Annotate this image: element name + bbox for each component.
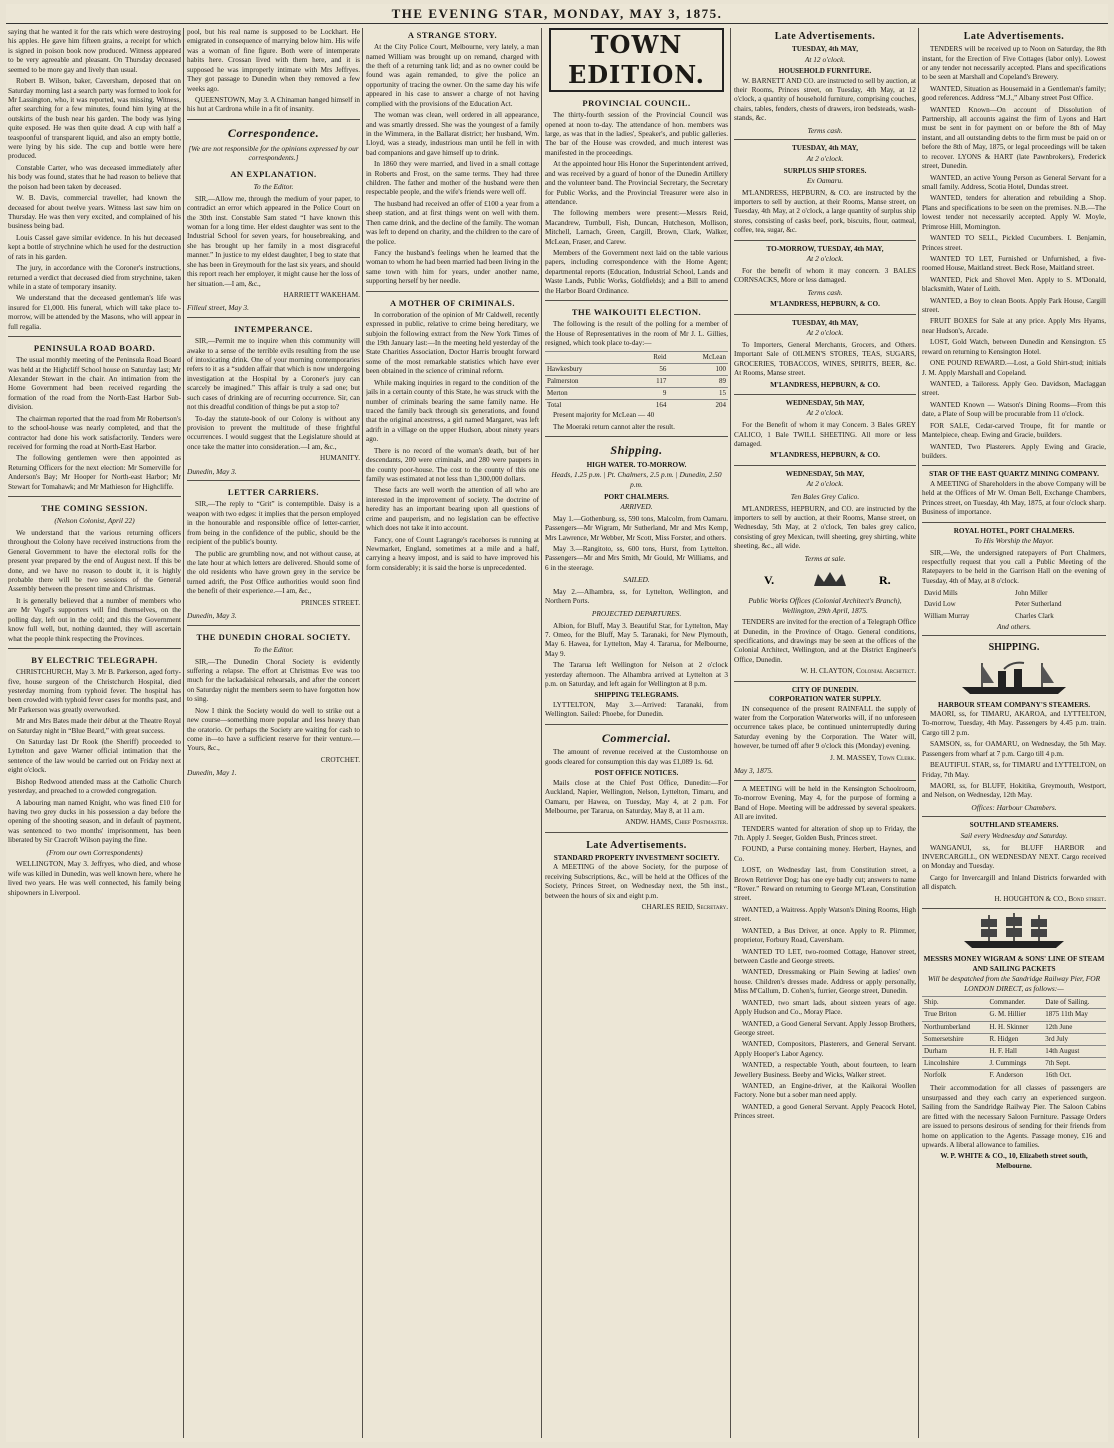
section-title: Correspondence. bbox=[227, 125, 320, 140]
addressee: To His Worship the Mayor. bbox=[974, 535, 1054, 545]
ad-text: For the benefit of whom it may concern. 3 BALES CORNSACKS, More or less damaged. bbox=[734, 266, 916, 285]
ad-date: TUESDAY, 4th MAY, bbox=[791, 144, 859, 153]
article-paragraph: In 1860 they were married, and lived in a small cottage in Roberts and Frost, on the same terms. They had three children. The father and mother of the husband were then respectable people, and the wife's friends were well off. bbox=[366, 160, 539, 197]
signature: HUMANITY. bbox=[320, 454, 360, 463]
divider bbox=[734, 681, 916, 682]
tide-times: Heads, 1.25 p.m. | Pt. Chalmers, 2.5 p.m. | Dunedin, 2.50 p.m. bbox=[551, 470, 722, 489]
classified-ad: WANTED, Dressmaking or Plain Sewing at ladies' own house. Children's dresses made. Address or apply personally, Miss M'Callum, D. Cohen's, furrier, George street, Dunedin. bbox=[734, 968, 916, 996]
classified-ad: FOR SALE, Cedar-carved Troupe, fit for mantle or Mantelpiece, cheap. Ewing and Gracie, builders. bbox=[922, 421, 1106, 440]
article-paragraph: The thirty-fourth session of the Provincial Council was opened at noon to-day. The attendance of hon. members was large, as was that in the ladies', Speaker's, and public galleries. The bar of the House was crowded, and much interest was manifested in the proceedings. bbox=[545, 111, 728, 157]
ad-date: TUESDAY, 4th MAY, bbox=[791, 45, 859, 54]
headline: AN EXPLANATION. bbox=[230, 168, 317, 179]
poll-count: 204 bbox=[668, 400, 728, 412]
ad-terms: Terms cash. bbox=[807, 125, 843, 135]
sailing-date: 16th Oct. bbox=[1043, 1070, 1106, 1082]
column-rule bbox=[362, 28, 363, 1438]
article-paragraph: QUEENSTOWN, May 3. A Chinaman hanged himself in his hut at Cardrona while in a fit of insanity. bbox=[187, 95, 360, 114]
dateline: Filleul street, May 3. bbox=[187, 303, 249, 313]
article-paragraph: Members of the Government next laid on the table various papers, including correspondence with the Home Agent; departmental reports (Education, Industrial School, Lands and Waste Lands, Public Works, Goldfields); and a Bill to amend the Harbor Board Ordinance. bbox=[545, 249, 728, 295]
poll-count: 89 bbox=[668, 375, 728, 387]
ad-time: At 12 o'clock. bbox=[804, 54, 846, 64]
article-paragraph: The following members were present:—Messrs Reid, Macandrew, Turnbull, Fish, Duncan, Hutcheson, Mollison, Mitchell, Larnach, Green, Cargill, Brown, Clark, Walker, McLean, Fraser, and Carew. bbox=[545, 209, 728, 246]
poll-count: 15 bbox=[668, 388, 728, 400]
article-paragraph: pool, but his real name is supposed to be Lockhart. He emigrated in consequence of marrying below him. His wife was a woman of fine figure. Both were of intemperate habits here. Crossan lived with them here, and it is supposed he was improperly intimate with Mrs Jeffryes. They got passage to Dunedin when they removed a few weeks ago. bbox=[187, 28, 360, 93]
divider bbox=[8, 648, 181, 649]
ad-text: M'LANDRESS, HEPBURN, and CO. are instructed by the importers to sell by auction, at their Rooms, Manse street, on Wednesday, 5th May, at 2 o'clock, Ten bales grey calico, consisting of grey Mexican, twill sheeting, grey shirting, white sheeting, &c., all wide. bbox=[734, 504, 916, 551]
classified-ad: WANTED, a Good General Servant. Apply Jessop Brothers, George street. bbox=[734, 1019, 916, 1037]
shipping-paragraph: May 2.—Alhambra, ss, for Lyttelton, Wellington, and Northern Ports. bbox=[545, 588, 728, 606]
article-paragraph: Louis Cassel gave similar evidence. In his hut deceased kept a bottle of strychnine which he used for the destruction of rats in his garden. bbox=[8, 233, 181, 261]
table-row bbox=[922, 1021, 1106, 1033]
sailing-ship-icon bbox=[954, 913, 1074, 951]
ad-heading: SURPLUS SHIP STORES. bbox=[783, 166, 867, 175]
article-paragraph: W. B. Davis, commercial traveller, had known the deceased for about twelve years. Witness last saw him on Thursday. He was then very excited, and complained of his business being bad. bbox=[8, 194, 181, 231]
source-line: (From our own Correspondents) bbox=[46, 847, 143, 857]
article-paragraph: Present majority for McLean — 40 bbox=[553, 411, 655, 420]
commander: G. M. Hillier bbox=[987, 1009, 1043, 1021]
classified-ad: WANTED TO SELL, Pickled Cucumbers. I. Benjamin, Princes street. bbox=[922, 234, 1106, 252]
classified-ad: WANTED TO LET, Furnished or Unfurnished, a five-roomed House, Maitland street. Beck Rose, Maitland street. bbox=[922, 254, 1106, 273]
poll-place: Merton bbox=[545, 388, 631, 400]
classified-ad: FRUIT BOXES for Sale at any price. Apply Mrs Hyams, near Hudson's, Arcade. bbox=[922, 317, 1106, 335]
poll-count: 9 bbox=[631, 388, 669, 400]
ad-heading: CITY OF DUNEDIN. bbox=[791, 685, 859, 694]
signature: H. HOUGHTON & CO., Bond street. bbox=[994, 894, 1106, 903]
signature: J. M. MASSEY, Town Clerk. bbox=[830, 753, 916, 762]
ship-name: Durham bbox=[922, 1045, 987, 1057]
ad-subheading: Offices: Harbour Chambers. bbox=[971, 802, 1057, 812]
headline: THE WAIKOUITI ELECTION. bbox=[571, 307, 702, 318]
poll-count: 117 bbox=[631, 375, 669, 387]
column-1 bbox=[8, 28, 181, 1438]
article-paragraph: We understand that the deceased gentleman's life was insured for £1,000. His funeral, which will take place to-morrow, will be attended by the Masons, who will appear in full regalia. bbox=[8, 294, 181, 331]
sailing-date: 3rd July bbox=[1043, 1033, 1106, 1045]
poll-count: 56 bbox=[631, 363, 669, 375]
ad-heading: ROYAL HOTEL, PORT CHALMERS. bbox=[953, 526, 1075, 535]
article-paragraph: Constable Carter, who was deceased immediately after his body was found, states that he had reason to believe that the poison had been taken by deceased. bbox=[8, 163, 181, 191]
ad-subheading: Public Works Offices (Colonial Architect's Branch), Wellington, 29th April, 1875. bbox=[748, 595, 902, 615]
subheading: PROJECTED DEPARTURES. bbox=[591, 608, 682, 618]
subheading: POST OFFICE NOTICES. bbox=[594, 769, 679, 778]
ad-text: To Importers, General Merchants, Grocers, and Others. Important Sale of OILMEN'S STORES, TEAS, SUGARS, GROCERIES, TOBACCOS, WINES, SPIRITS, BEER, &c. At Rooms, Manse street. bbox=[734, 340, 916, 378]
dateline: Dunedin, May 1. bbox=[187, 768, 237, 778]
article-paragraph: On Saturday last Dr Rook (the Sheriff) proceeded to Lyttelton and gave Warner official intimation that the sentence of the law would be carried out on Friday next at eight o'clock. bbox=[8, 738, 181, 775]
article-paragraph: The usual monthly meeting of the Peninsula Road Board was held at the Highcliff School house on Saturday last; Mr Alexander Stewart in the chair. An intimation from the Home Government had been received regarding the formation of the road from the North-East Harbor Sub-division. bbox=[8, 356, 181, 412]
poll-row bbox=[545, 375, 728, 387]
divider bbox=[8, 336, 181, 337]
subheading: SAILED. bbox=[623, 575, 650, 585]
article-paragraph: The Moeraki return cannot alter the result. bbox=[553, 422, 675, 431]
divider bbox=[187, 480, 360, 481]
sailing-date: 14th August bbox=[1043, 1045, 1106, 1057]
column-header: Date of Sailing. bbox=[1043, 997, 1106, 1009]
divider bbox=[187, 119, 360, 120]
svg-text:R.: R. bbox=[879, 573, 891, 588]
classified-ad: WANTED, an active Young Person as General Servant for a small family. Address, Scotia Hotel, Dundas street. bbox=[922, 173, 1106, 191]
divider bbox=[8, 496, 181, 497]
ad-heading: CORPORATION WATER SUPPLY. bbox=[769, 695, 881, 704]
signatory: David Low bbox=[924, 600, 956, 609]
signature: W. H. CLAYTON, Colonial Architect. bbox=[800, 667, 916, 676]
article-paragraph: Fancy the husband's feelings when he learned that the woman to whom he had been married had been living in the same town with him for years, under another name, supporting herself by her needle. bbox=[366, 248, 539, 286]
classified-ad: WANTED, Pick and Shovel Men. Apply to S. M'Donald, blacksmith, Water of Leith. bbox=[922, 275, 1106, 294]
classified-ad: WANTED, Situation as Housemaid in a Gentleman's family; good references. Address “M.J.,” Albany street Post Office. bbox=[922, 84, 1106, 103]
letter-paragraph: SIR,—The reply to “Grit” is contemptible. Daisy is a weapon with two edges: it implies that the person employed in the honourable and responsible office of letter-carrier, from being in the confidence of the public, should be the recipient of the public's bounty. bbox=[187, 500, 360, 547]
letter-paragraph: To-day the statute-book of our Colony is without any provision to prevent the multitude of these frightful occurrences. I would suggest that the Legislature should at once take the matter into consideration.—I am, &c., bbox=[187, 414, 360, 451]
ad-heading: HARBOUR STEAM COMPANY'S STEAMERS. bbox=[937, 700, 1090, 709]
signature: ANDW. HAMS, Chief Postmaster. bbox=[625, 818, 728, 827]
divider bbox=[187, 317, 360, 318]
divider bbox=[545, 832, 728, 833]
shipping-paragraph: Albion, for Bluff, May 3. Beautiful Star, for Lyttelton, May 7. Omeo, for the Bluff, May 5. Taranaki, for New Plymouth, May 6. Hawea, for Lyttelton, May 4. Tararua, for Melbourne, May 9. bbox=[545, 621, 728, 658]
candidate-name: McLean bbox=[668, 351, 728, 363]
ad-terms: Terms cash. bbox=[807, 287, 843, 297]
classified-ad: WANTED, tenders for alteration and rebuilding a Shop. Plans and specifications to be seen on the premises. N.B.—The lowest tender not necessarily accepted. Apply W. Moyle, Primrose Hill, Mornington. bbox=[922, 194, 1106, 231]
divider bbox=[922, 522, 1106, 523]
classified-ad: WANTED, Two Plasterers. Apply Ewing and Gracie, builders. bbox=[922, 442, 1106, 460]
subheading: ARRIVED. bbox=[620, 502, 653, 512]
article-paragraph: Mr and Mrs Bates made their début at the Theatre Royal on Saturday night in “Blue Beard,” with great success. bbox=[8, 717, 181, 735]
ad-text: IN consequence of the present RAINFALL the supply of water from the Corporation Waterworks will, if no unforeseen occurrence takes place, be continued uninterruptedly during Saturday evening by the Corporation. The Water will, however, be turned off after 9 o'clock this (Monday) evening. bbox=[734, 704, 916, 751]
signatory: John Miller bbox=[1015, 589, 1048, 598]
column-rule bbox=[183, 28, 184, 1438]
agent-name: W. P. WHITE & CO., 10, Elizabeth street south, Melbourne. bbox=[940, 1152, 1088, 1170]
divider bbox=[734, 465, 916, 466]
sailing-notice: SAMSON, ss, for OAMARU, on Wednesday, the 5th May. Passengers from wharf at 7 p.m. Cargo till 4 p.m. bbox=[922, 740, 1106, 758]
classified-ad: WANTED, two smart lads, about sixteen years of age. Apply Hudson and Co., Moray Place. bbox=[734, 998, 916, 1017]
column-rule bbox=[541, 28, 542, 1438]
ad-text: SIR,—We, the undersigned ratepayers of Port Chalmers, respectfully request that you call a Public Meeting of the Ratepayers to be held in the Garrison Hall on the evening of Tuesday, 4th of May, at 8 o'clock. bbox=[922, 548, 1106, 585]
article-paragraph: There is no record of the woman's death, but of her descendants, 200 were criminals, and 280 were paupers in the county poor-house. The cost to the county of this one family was estimated at not less than 1,300,000 dollars. bbox=[366, 446, 539, 483]
divider bbox=[734, 394, 916, 395]
article-paragraph: The following gentlemen were then appointed as Returning Officers for the next election: Mr Somerville for Anderson's Bay; Mr Hooper for North-east Harbor; Mr Stewart for Tomahawk; and Mr Mathieson for Highcliffe. bbox=[8, 454, 181, 491]
column-6 bbox=[922, 28, 1106, 1438]
sailing-notice: MAORI, ss, for BLUFF, Hokitika, Greymouth, Westport, and Nelson, on Wednesday, 12th May. bbox=[922, 781, 1106, 800]
signature: CHARLES REID, Secretary. bbox=[641, 903, 728, 912]
article-paragraph: The jury, in accordance with the Coroner's instructions, returned a verdict that deceased died from strychnine, taken while in a state of temporary insanity. bbox=[8, 264, 181, 291]
section-title: Shipping. bbox=[610, 443, 663, 458]
article-paragraph: The woman was clean, well ordered in all appearance, and was smartly dressed. She was the youngest of a family in the Wimmera, in the Ballarat district; her husband, Wm. Lloyd, was a steady, industrious man until he fell in with bad companions and gave himself up to drink. bbox=[366, 111, 539, 157]
letter-paragraph: SIR,—The Dunedin Choral Society is evidently suffering a relapse. The effort at Christmas Eve was too much for the lackadaisical rehearsals, and after the concert on Saturday night the members seem to have forgotten how to sing. bbox=[187, 657, 360, 704]
poll-count: 100 bbox=[668, 363, 728, 375]
divider bbox=[922, 465, 1106, 466]
ad-heading: STAR OF THE EAST QUARTZ MINING COMPANY. bbox=[929, 470, 1099, 479]
subheading: SHIPPING TELEGRAMS. bbox=[594, 691, 679, 700]
classified-ad: LOST, Gold Watch, between Dunedin and Kensington. £5 reward on returning to Kensington Hotel. bbox=[922, 338, 1106, 356]
ad-subheading: Ten Bales Grey Calico. bbox=[790, 491, 860, 501]
divider bbox=[545, 724, 728, 725]
ad-time: At 2 o'clock. bbox=[806, 328, 844, 338]
table-row bbox=[922, 1045, 1106, 1057]
svg-text:V.: V. bbox=[764, 573, 775, 588]
shipping-paragraph: May 3.—Rangitoto, ss, 600 tons, Hurst, from Lyttelton. Passengers—Mr and Mrs Smith, Mr Gould, Mr Williams, and 6 in the steerage. bbox=[545, 545, 728, 572]
article-paragraph: It is generally believed that a number of members who are Mr Vogel's supporters will find themselves, on the polling day, left out in the cold; and this the Government know full well, but, nothing daunted, they will ascertain what the people think respecting the Provinces. bbox=[8, 596, 181, 643]
letter-paragraph: SIR,—Allow me, through the medium of your paper, to contradict an error which appeared in the Police Court on the 30th inst. Constable Sam stated “I have known this woman for a long time. Her eldest daughter was sent to the Industrial School for seven years, for housebreaking, and she has brought up her family in a most disgraceful manner.” In justice to my eldest daughter, I beg to state that she has been in Greymouth for the last six years, and should this report reach her employer, it might cause her the loss of her situation.—I am, &c., bbox=[187, 194, 360, 288]
commercial-paragraph: The amount of revenue received at the Customhouse on goods cleared for consumption this day was £1,089 1s. 6d. bbox=[545, 748, 728, 766]
article-paragraph: saying that he wanted it for the rats which were destroying his apples. He gave him fifteen grains, a receipt for which is signed in poison book now produced. Witness appeared to be very agreeable and pleasant. On Thursday deceased seemed to be more gay and lively than usual. bbox=[8, 28, 181, 74]
column-header: Ship. bbox=[922, 997, 987, 1009]
ad-text: For the Benefit of whom it may Concern. 3 Bales GREY CALICO, 1 Bale TWILL SHEETING. All more or less damaged. bbox=[734, 421, 916, 448]
headline: LETTER CARRIERS. bbox=[227, 487, 320, 498]
ad-date: WEDNESDAY, 5th MAY, bbox=[785, 399, 865, 408]
auctioneer: M'LANDRESS, HEPBURN, & CO. bbox=[770, 300, 880, 309]
commander: F. Anderson bbox=[987, 1070, 1043, 1082]
headline: THE DUNEDIN CHORAL SOCIETY. bbox=[196, 631, 351, 642]
signature: CROTCHET. bbox=[320, 755, 360, 764]
poll-count: 164 bbox=[631, 400, 669, 412]
sailing-notice: WANGANUI, ss, for BLUFF HARBOR and INVERCARGILL, ON WEDNESDAY NEXT. Cargo received on Monday and Tuesday. bbox=[922, 843, 1106, 871]
commander: J. Cummings bbox=[987, 1058, 1043, 1070]
article-paragraph: Bishop Redwood attended mass at the Catholic Church yesterday, and preached to a crowded congregation. bbox=[8, 777, 181, 796]
sailing-table bbox=[922, 996, 1106, 1081]
column-2 bbox=[187, 28, 360, 1438]
divider bbox=[922, 635, 1106, 636]
article-paragraph: The following is the result of the polling for a member of the House of Representatives in the room of Mr J. L. Gillies, resigned, which took place to-day:— bbox=[545, 320, 728, 348]
ad-heading: STANDARD PROPERTY INVESTMENT SOCIETY. bbox=[553, 853, 720, 862]
signature: HARRIETT WAKEHAM. bbox=[283, 290, 360, 299]
divider bbox=[734, 139, 916, 140]
editor-note: [We are not responsible for the opinions expressed by our correspondents.] bbox=[188, 143, 359, 163]
classified-ad: WANTED, a Boy to clean Boots. Apply Park House, Cargill street. bbox=[922, 296, 1106, 315]
ad-subheading: Sail every Wednesday and Saturday. bbox=[960, 830, 1068, 840]
poll-total-row bbox=[545, 400, 728, 412]
headline: THE COMING SESSION. bbox=[41, 503, 148, 514]
ad-text: W. BARNETT AND CO. are instructed to sell by auction, at their Rooms, Princes street, on Tuesday, 4th May, at 12 o'clock, a quantity of household furniture, comprising couches, chairs, tables, fenders, chests of drawers, iron bedsteads, wash-stands, &c. bbox=[734, 76, 916, 123]
classified-ad: WANTED, a good General Servant. Apply Peacock Hotel, Princes street. bbox=[734, 1102, 916, 1121]
poll-row bbox=[545, 363, 728, 375]
signatory: David Mills bbox=[924, 589, 958, 598]
ship-name: Somersetshire bbox=[922, 1033, 987, 1045]
ad-time: At 2 o'clock. bbox=[806, 408, 844, 418]
ad-heading: MESSRS MONEY WIGRAM & SONS' LINE OF STEAM AND SAILING PACKETS bbox=[923, 955, 1105, 973]
signatory: Peter Sutherland bbox=[1015, 600, 1062, 609]
letter-paragraph: The public are grumbling now, and not without cause, at the late hour at which letters are delivered. Should some of the old residents who have grown grey in the service be turned adrift, the Post Office authorities would soon find the benefit of their experience.—I am, &c., bbox=[187, 549, 360, 596]
poll-place: Total bbox=[545, 400, 631, 412]
classified-ad: A MEETING will be held in the Kensington Schoolroom, To-morrow Evening, May 4, for the purpose of forming a Band of Hope. Meeting will be addressed by several speakers. All are invited. bbox=[734, 784, 916, 822]
table-row bbox=[922, 1058, 1106, 1070]
divider bbox=[545, 436, 728, 437]
column-4 bbox=[545, 28, 728, 1438]
classified-ad: WANTED, a Tailoress. Apply Geo. Davidson, Maclaggan street. bbox=[922, 380, 1106, 398]
headline: PENINSULA ROAD BOARD. bbox=[33, 343, 156, 354]
headline: INTEMPERANCE. bbox=[234, 324, 313, 335]
ad-text: M'LANDRESS, HEPBURN, & CO. are instructed by the importers to sell by auction, at their Rooms, Manse street, on Tuesday, 4th May, at 2 o'clock, a large quantity of surplus ship stores, consisting of casks beef, pork, biscuits, flour, oatmeal, coffee, tea, sugar, &c. bbox=[734, 188, 916, 235]
classified-ad: WANTED TO LET, two-roomed Cottage, Hanover street, between Castle and George streets. bbox=[734, 947, 916, 965]
ad-date: TUESDAY, 4th MAY, bbox=[791, 318, 859, 327]
auctioneer: M'LANDRESS, HEPBURN, & CO. bbox=[770, 380, 880, 389]
shipping-paragraph: LYTTELTON, May 3.—Arrived: Taranaki, from Wellington. Sailed: Phoebe, for Dunedin. bbox=[545, 700, 728, 719]
article-paragraph: These facts are well worth the attention of all who are interested in the improvement of society. The doctrine of heredity has an important bearing upon all questions of crime and pauperism, and no legislation can be effective which does not take it into account. bbox=[366, 486, 539, 533]
article-paragraph: WELLINGTON, May 3. Jeffryes, who died, and whose wife was killed in Dunedin, was well known here, where he lived two years. He was well connected, his family being shipowners in Liverpool. bbox=[8, 860, 181, 897]
ad-date: TO-MORROW, TUESDAY, 4th MAY, bbox=[766, 244, 884, 253]
headline: A MOTHER OF CRIMINALS. bbox=[390, 297, 515, 308]
ship-name: Northumberland bbox=[922, 1021, 987, 1033]
classified-ad: WANTED, an Engine-driver, at the Kaikorai Woollen Factory. None but a sober man need apply. bbox=[734, 1082, 916, 1100]
poll-row bbox=[545, 388, 728, 400]
article-paragraph: While making inquiries in regard to the condition of the jails in a certain county of this State, he was struck with the number of criminals bearing the same family name. He traced the family back through six generations, and found that the original ancestress, a girl named Margaret, was left adrift in a village on the upper Hudson, about ninety years ago. bbox=[366, 378, 539, 444]
crown-emblem-icon bbox=[734, 566, 916, 592]
article-paragraph: At the appointed hour His Honor the Superintendent arrived, and was received by a guard of honor of the Dunedin Artillery and the volunteer band. The Provincial Secretary, the Secretary for Public Works, and the Provincial Treasurer were also in attendance. bbox=[545, 160, 728, 206]
classified-ad: TENDERS wanted for alteration of shop up to Friday, the 7th. Apply J. Seeger, Golden Bush, Princes street. bbox=[734, 824, 916, 842]
classified-ad: WANTED, a Bus Driver, at once. Apply to R. Plimmer, proprietor, Forbury Road, Caversham. bbox=[734, 926, 916, 945]
ad-terms: Terms at sale. bbox=[804, 553, 846, 563]
letter-paragraph: SIR,—Permit me to inquire when this community will awake to a sense of the terrible evils resulting from the use of intoxicating drink. One of your morning contemporaries refers to it as a “sudden affair that which is now undergoing investigation at the Hospital by a Coroner's jury can scarcely be imagined.” This affair is truly a sad one; but such cases of drinking are of recurring occurrence. Sir, can not this dreadful condition of things be put a stop to? bbox=[187, 337, 360, 412]
ad-text: A MEETING of the above Society, for the purpose of receiving Subscriptions, &c., will be held at the Offices of the Society, Princes Street, on Wednesday next, the 5th inst., between the hours of six and eight p.m. bbox=[545, 863, 728, 900]
section-title: Late Advertisements. bbox=[586, 839, 687, 851]
divider bbox=[734, 240, 916, 241]
column-rule bbox=[730, 28, 731, 1438]
ad-text: TENDERS are invited for the erection of a Telegraph Office at Dunedin, in the Province of Otago. General conditions, specifications, and drawings may be seen at the offices of the Colonial Architect, Wellington, and at the District Engineer's Office, Dunedin. bbox=[734, 618, 916, 664]
classified-ad: WANTED, Compositors, Plasterers, and General Servant. Apply Hooper's Labor Agency. bbox=[734, 1040, 916, 1058]
article-paragraph: In corroboration of the opinion of Mr Caldwell, recently expressed in public, relative to crime being hereditary, we subjoin the following extract from the New York Times of the 19th January last:—In the meeting held yesterday of the State Charities Association, Doctor Harris brought forward some of the most remarkable statistics which have ever been obtained in the science of criminal reform. bbox=[366, 310, 539, 376]
ship-name: True Briton bbox=[922, 1009, 987, 1021]
shipping-paragraph: The Tararua left Wellington for Nelson at 2 o'clock yesterday afternoon. The Alhambra arrived at Lyttelton at 3 p.m. on Saturday, and left again for Wellington at 8 p.m. bbox=[545, 661, 728, 689]
divider bbox=[366, 291, 539, 292]
ad-text: Their accommodation for all classes of passengers are unsurpassed and they each carry an experienced surgeon. Sailing from the Sandridge Railway Pier. The Saloon Cabins are fitted with the necessary Saloon Furniture. Passage Orders are issued to persons desirous of sending for their friends from home on application to the Agents. Passage money, £16 and upwards. A liberal allowance to families. bbox=[922, 1084, 1106, 1149]
section-title: Late Advertisements. bbox=[774, 31, 876, 42]
article-paragraph: The chairman reported that the road from Mr Robertson's to the school-house was nearly completed, and that the contractor had done his work satisfactorily. Tenders were received for forming the road at North-East Harbor. bbox=[8, 414, 181, 451]
article-paragraph: CHRISTCHURCH, May 3. Mr B. Parkerson, aged forty-five, house surgeon of the Christchurch Hospital, died yesterday morning from typhoid fever. The hospital has been crowded with typhoid fever cases for months past, and Mr Parkerson was greatly overworked. bbox=[8, 668, 181, 714]
divider bbox=[734, 314, 916, 315]
table-row bbox=[922, 1033, 1106, 1045]
classified-ad: FOUND, a Purse containing money. Herbert, Haynes, and Co. bbox=[734, 845, 916, 863]
notice-paragraph: Mails close at the Chief Post Office, Dunedin:—For Auckland, Napier, Wellington, Nelson, Lyttelton, Timaru, and Oamaru, per Hawea, on Tuesday, May 4, at 2 p.m. For Melbourne, per Tararua, on Saturday, May 8, at 11 a.m. bbox=[545, 778, 728, 815]
headline: BY ELECTRIC TELEGRAPH. bbox=[31, 654, 158, 665]
commander: R. Hidgen bbox=[987, 1033, 1043, 1045]
poll-table bbox=[545, 351, 728, 412]
signatory: Charles Clark bbox=[1015, 611, 1054, 620]
classified-ad: WANTED, a Waitress. Apply Watson's Dining Rooms, High street. bbox=[734, 905, 916, 924]
table-row bbox=[922, 1009, 1106, 1021]
dateline: Dunedin, May 3. bbox=[187, 466, 237, 476]
divider bbox=[922, 908, 1106, 909]
ad-heading: SOUTHLAND STEAMERS. bbox=[969, 821, 1059, 830]
classified-ad: ONE POUND REWARD.—Lost, a Gold Shirt-stud; initials J. M. Apply Marshall and Copeland. bbox=[922, 359, 1106, 377]
sailing-date: 7th Sept. bbox=[1043, 1058, 1106, 1070]
candidate-name: Reid bbox=[631, 351, 669, 363]
steamship-icon bbox=[954, 659, 1074, 697]
divider bbox=[545, 300, 728, 301]
headline: A STRANGE STORY. bbox=[407, 30, 498, 40]
headline: PROVINCIAL COUNCIL. bbox=[582, 98, 691, 108]
dateline: May 3, 1875. bbox=[734, 766, 773, 776]
column-header: Commander. bbox=[987, 997, 1043, 1009]
subheading: HIGH WATER. TO-MORROW. bbox=[586, 460, 687, 469]
table-row bbox=[922, 1070, 1106, 1082]
sailing-table-header bbox=[922, 997, 1106, 1009]
sailing-notice: BEAUTIFUL STAR, ss, for TIMARU and LYTTELTON, on Friday, 7th May. bbox=[922, 761, 1106, 779]
addressee: To the Editor. bbox=[253, 644, 294, 654]
column-3 bbox=[366, 28, 539, 1438]
sailing-date: 12th June bbox=[1043, 1021, 1106, 1033]
classified-ad: WANTED, a respectable Youth, about fourteen, to learn Jewellery Business. Beeby and Wicks, Walker street. bbox=[734, 1061, 916, 1079]
sailing-notice: MAORI, ss, for TIMARU, AKAROA, and LYTTELTON, To-morrow, Tuesday, 4th May. Passengers by 4.45 p.m. train. Cargo till 2 p.m. bbox=[922, 709, 1106, 737]
article-paragraph: We understand that the various returning officers throughout the Colony have received instructions from the General Government to have the electoral rolls for the present year prepared by the end of August next. If this be done, and we have no reason to doubt it, it is highly probable there will be two sessions of the General Assembly between the present time and Christmas. bbox=[8, 528, 181, 594]
shipping-heading: SHIPPING. bbox=[988, 642, 1040, 654]
ad-time: At 2 o'clock. bbox=[806, 153, 844, 163]
divider bbox=[922, 816, 1106, 817]
poll-header-row bbox=[545, 351, 728, 363]
ad-date: WEDNESDAY, 5th MAY, bbox=[785, 469, 865, 478]
divider bbox=[187, 625, 360, 626]
article-paragraph: A labouring man named Knight, who was fined £10 for having two grey ducks in his possession a day before the opening of the shooting season, and in default of payment, was sentenced to two months' imprisonment, has been liberated by Sir Cracroft Wilson paying the fine. bbox=[8, 798, 181, 845]
newspaper-page bbox=[6, 4, 1108, 1442]
town-edition-banner: TOWN EDITION. bbox=[549, 28, 724, 92]
column-5 bbox=[734, 28, 916, 1438]
auctioneer: M'LANDRESS, HEPBURN, & CO. bbox=[770, 451, 880, 460]
masthead: THE EVENING STAR, MONDAY, MAY 3, 1875. bbox=[6, 4, 1108, 24]
column-rule bbox=[918, 28, 919, 1438]
divider bbox=[734, 780, 916, 781]
classified-ad: TENDERS will be received up to Noon on Saturday, the 8th instant, for the Erection of Five Cottages (labor only). Lowest or any tender not necessarily accepted. Plans and specifications to be seen at Marshall and Copeland's Brewery. bbox=[922, 45, 1106, 82]
commander: H. H. Skinner bbox=[987, 1021, 1043, 1033]
signature: PRINCES STREET. bbox=[301, 598, 360, 607]
ship-name: Norfolk bbox=[922, 1070, 987, 1082]
poll-place: Palmerston bbox=[545, 375, 631, 387]
ad-time: At 2 o'clock. bbox=[806, 479, 844, 489]
addressee: To the Editor. bbox=[253, 182, 294, 192]
subheading: PORT CHALMERS. bbox=[604, 492, 669, 501]
sailing-notice: Cargo for Invercargill and Inland Districts forwarded with all dispatch. bbox=[922, 873, 1106, 892]
ad-subheading: Ex Oamaru. bbox=[806, 175, 844, 185]
commander: H. F. Hall bbox=[987, 1045, 1043, 1057]
ad-subheading: Will be despatched from the Sandridge Railway Pier, FOR LONDON DIRECT, as follows:— bbox=[927, 973, 1101, 993]
shipping-paragraph: May 1.—Gothenburg, ss, 590 tons, Malcolm, from Oamaru. Passengers—Mr Wigram, Mr Sutherland, Mr and Mrs Kemp, Mrs Lawrence, Mr Webber, Mr Scott, Miss Forster, and others. bbox=[545, 514, 728, 542]
article-paragraph: At the City Police Court, Melbourne, very lately, a man named William was brought up on remand, charged with the theft of a returning tank lid; and as no owner could be found was again remanded, to give the police an opportunity of tracing the owner. On the same day his wife appeared in his case to answer a charge of not having complied with the provisions of the Education Act. bbox=[366, 43, 539, 108]
article-paragraph: Robert B. Wilson, baker, Caversham, deposed that on Saturday morning last a search party was formed to look for Mr Lassington, who, it was reported, was missing. Witness, after searching for a few minutes, found him lying at the outskirts of the bush near his garden. The body was lying quite exposed. He was then quite dead. A cup with half a teaspoonful of transparent liquid, and also an empty bottle, were lying by his side. The cup and bottle were here produced. bbox=[8, 77, 181, 161]
signatories-table bbox=[922, 588, 1106, 621]
ad-text: A MEETING of Shareholders in the above Company will be held at the Offices of Mr W. Oman Bell, Exchange Chambers, Princes street, on Tuesday, 4th May, 1875, at four o'clock sharp. Business of importance. bbox=[922, 479, 1106, 517]
dateline: Dunedin, May 3. bbox=[187, 611, 237, 621]
classified-ad: WANTED Known—On account of Dissolution of Partnership, all accounts against the firm of Lyons and Hart must be sent in for payment on or before the 8th of May instant, and all outstanding debts to the firm must be paid on or before the 8th of May, 1875, or legal proceedings will be taken to recover. LYONS & HART (late Pawnbrokers), Frederick street, Dunedin. bbox=[922, 105, 1106, 171]
ad-heading: HOUSEHOLD FURNITURE. bbox=[778, 67, 872, 76]
classified-ad: LOST, on Wednesday last, from Constitution street, a Brown Retriever Dog; has one eye badly cut; answers to name “Rover.” Reward on returning to George M'Lean, Constitution street. bbox=[734, 866, 916, 903]
ad-time: At 2 o'clock. bbox=[806, 254, 844, 264]
signatories-tail: And others. bbox=[996, 621, 1032, 631]
source-line: (Nelson Colonist, April 22) bbox=[54, 516, 135, 526]
section-title: Late Advertisements. bbox=[963, 31, 1065, 42]
article-paragraph: Fancy, one of Count Lagrange's racehorses is running at Newmarket, England, sometimes at a mile and a half, carrying a heavy impost, and is said to have improved his form considerably; it is said the horse is unprecedented. bbox=[366, 535, 539, 572]
section-title: Commercial. bbox=[601, 730, 672, 745]
signatory: William Murray bbox=[924, 611, 970, 620]
article-paragraph: The husband had received an offer of £100 a year from a sheep station, and at first things went on well with them. Then came drink, and the decline of the family. The woman was left to depend on charity, and the children to the care of the police. bbox=[366, 199, 539, 246]
poll-place: Hawkesbury bbox=[545, 363, 631, 375]
letter-paragraph: Now I think the Society would do well to strike out a new course—something more popular and less heavy than the oratorio. Or perhaps the Society are waiting for cash to come in—to have a sufficient reserve for their venture.—Yours, &c., bbox=[187, 706, 360, 753]
ship-name: Lincolnshire bbox=[922, 1058, 987, 1070]
classified-ad: WANTED Known — Watson's Dining Rooms—From this date, a Plate of Soup will be procurable from 11 o'clock. bbox=[922, 400, 1106, 419]
sailing-date: 1875 11th May bbox=[1043, 1009, 1106, 1021]
